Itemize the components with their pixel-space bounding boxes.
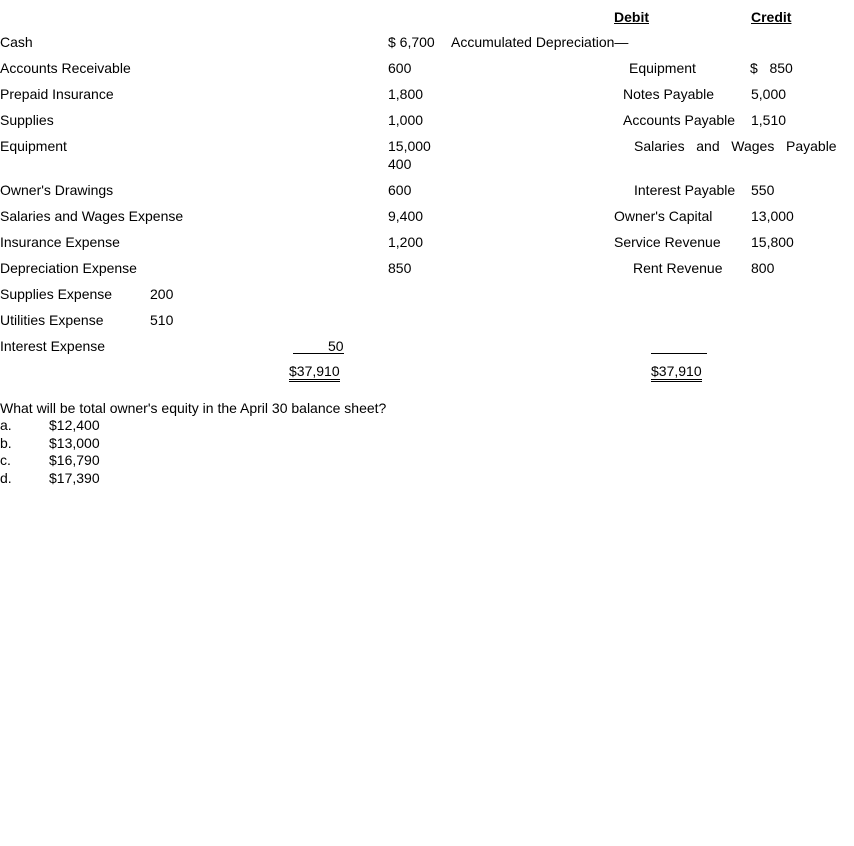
credit-rent-revenue: 800 [751,260,775,276]
debit-400: 400 [388,156,412,172]
option-b-value: $13,000 [49,435,100,451]
account-accum-dep: Accumulated Depreciation— [451,34,629,50]
account-supplies-expense: Supplies Expense [0,286,113,302]
credit-header: Credit [751,9,792,25]
account-cash: Cash [0,34,33,50]
debit-salaries-expense: 9,400 [388,208,424,224]
option-c-letter: c. [0,452,11,468]
account-ar: Accounts Receivable [0,60,131,76]
account-notes-payable: Notes Payable [623,86,715,102]
credit-notes-payable: 5,000 [751,86,787,102]
credit-accum-dep: $ 850 [750,60,793,76]
debit-equipment: 15,000 [388,138,431,154]
account-insurance-expense: Insurance Expense [0,234,120,250]
debit-supplies-expense: 200 [150,286,174,302]
option-b-letter: b. [0,435,12,451]
debit-ar: 600 [388,60,412,76]
account-utilities-expense: Utilities Expense [0,312,104,328]
debit-cash: $ 6,700 [388,34,435,50]
option-d-letter: d. [0,470,12,486]
credit-service-revenue: 15,800 [751,234,794,250]
account-interest-expense: Interest Expense [0,338,106,354]
account-rent-revenue: Rent Revenue [633,260,723,276]
option-a-letter: a. [0,417,12,433]
account-supplies: Supplies [0,112,54,128]
debit-insurance-expense: 1,200 [388,234,424,250]
debit-subtotal-rule [293,353,344,354]
account-depreciation-expense: Depreciation Expense [0,260,137,276]
account-equipment: Equipment [0,138,67,154]
credit-accounts-payable: 1,510 [751,112,787,128]
account-drawings: Owner's Drawings [0,182,114,198]
debit-prepaid: 1,800 [388,86,424,102]
debit-total: $37,910 [289,364,340,382]
debit-depreciation-expense: 850 [388,260,412,276]
question-text: What will be total owner's equity in the April 30 balance sheet? [0,400,387,416]
account-accum-dep-equipment: Equipment [629,60,696,76]
debit-utilities-expense: 510 [150,312,174,328]
credit-total: $37,910 [651,364,702,382]
account-owners-capital: Owner's Capital [614,208,713,224]
debit-supplies: 1,000 [388,112,424,128]
debit-drawings: 600 [388,182,412,198]
account-salaries-payable: Salaries and Wages Payable [634,138,837,154]
account-salaries-expense: Salaries and Wages Expense [0,208,184,224]
credit-subtotal-rule [651,353,707,354]
account-service-revenue: Service Revenue [614,234,721,250]
option-d-value: $17,390 [49,470,100,486]
option-c-value: $16,790 [49,452,100,468]
credit-owners-capital: 13,000 [751,208,794,224]
option-a-value: $12,400 [49,417,100,433]
debit-interest-expense: 50 [328,338,344,354]
account-accounts-payable: Accounts Payable [623,112,736,128]
debit-header: Debit [614,9,649,25]
account-interest-payable: Interest Payable [634,182,736,198]
credit-interest-payable: 550 [751,182,775,198]
account-prepaid: Prepaid Insurance [0,86,114,102]
